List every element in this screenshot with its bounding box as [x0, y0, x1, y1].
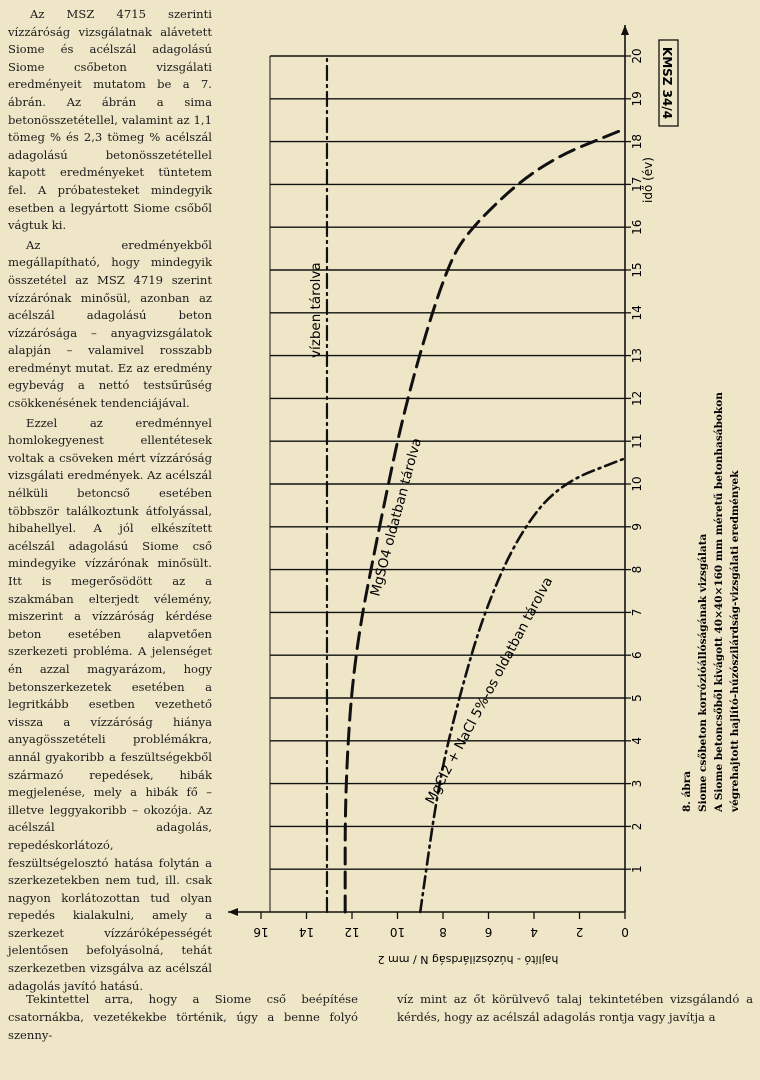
y-tick-label: 10 [630, 476, 644, 492]
y-tick-label: 6 [630, 651, 644, 660]
curve-label-mgcl2: MgCl2 + NaCl 5%-os oldatban tárolva [422, 574, 557, 807]
x-axis-arrow [228, 908, 238, 916]
paragraph: víz mint az őt körülvevő talaj tekintetében vizsgálandó a kérdés, hogy az acélszál adagolás rontja vagy javítja a [397, 992, 753, 1024]
y-tick-label: 2 [630, 822, 644, 831]
y-tick-label: 19 [630, 91, 644, 107]
y-tick-label: 4 [630, 736, 644, 745]
caption-line: Siome csőbeton korrózióállóságának vizsgálata [697, 533, 709, 812]
y-tick-label: 8 [630, 565, 644, 574]
badge-text: KMSZ 34/4 [660, 46, 674, 120]
y-tick-label: 14 [630, 305, 644, 321]
caption-line: A Siome betoncsőből kivágott 40×40×160 mm méretű betonhasábokon [713, 392, 725, 812]
y-tick-label: 12 [630, 390, 644, 407]
x-tick-label: 8 [439, 925, 447, 939]
x-tick-label: 0 [621, 925, 629, 939]
figure-badge [659, 40, 678, 126]
paragraph: Az MSZ 4715 szerinti vízzáróság vizsgálatnak alávetett Siome és acélszál adagolású Siome csőbeton vizsgálati eredményeit mutatom be a 7. ábrán. Az ábrán a sima betonösszetétellel, valamint az 1,1 tömeg % és 2,3 tömeg % acélszál adagolású betonösszetétellel kapott eredményeket tüntetem fel. A próbatesteket mindegyik esetben a legyártott Siome csőből vágtuk ki. [8, 7, 212, 233]
y-tick-label: 16 [630, 219, 644, 235]
y-tick-label: 15 [630, 262, 644, 278]
y-axis-arrow [621, 25, 629, 35]
x-tick-label: 10 [389, 925, 406, 939]
y-tick-label: 5 [630, 694, 644, 702]
x-axis-label: hajlító - húzószilárdság N / mm 2 [377, 953, 559, 966]
paragraph: Az eredményekből megállapítható, hogy mindegyik összetétel az MSZ 4719 szerint vízzárónak minősül, azonban az acélszál adagolású beton vízzárósága – anyagvizsgálatok alapján – valamivel rosszabb eredményt mutat. Ez az eredmény egybevág a nettó testsűrűség csökkenésének tendenciájával. [8, 237, 212, 411]
x-tick-label: 16 [253, 925, 269, 939]
figure-caption [681, 392, 741, 813]
y-tick-label: 3 [630, 779, 644, 788]
x-tick-label: 14 [298, 925, 315, 939]
y-tick-label: 7 [630, 608, 644, 617]
caption-number: 8. ábra [681, 770, 693, 812]
x-tick-label: 6 [484, 925, 493, 939]
y-tick-label: 9 [630, 522, 644, 531]
y-tick-label: 18 [630, 133, 644, 150]
y-tick-label: 13 [630, 347, 644, 364]
paragraph: Ezzel az eredménnyel homlokegyenest ellentétesek voltak a csöveken mért vízzáróság vizsgálati eredmények. Az acélszál nélküli betoncső esetében többször találkoztunk átfolyással, hibahellyel. A jól elkészített acélszál adagolású Siome cső mindegyike vízzárónak minősült. Itt is megerősödött az a szakmában elterjedt vélemény, miszerint a vízzáróság kérdése beton esetében alapvetően szerkezeti probléma. A jelenséget én azzal magyarázom, hogy betonszerkezetek esetében a legritkább esetben vezethető vissza a vízzáróság hiánya anyagösszetételi problémákra, annál gyakoribb a feszültségekből származó repedések, hibák megjelenése, mely a hibák fő – illetve leggyakoribb – okozója. Az acélszál adagolás, repedéskorlátozó, feszültségelosztó hatása folytán a szerkezetekben nem tud, ill. csak nagyon korlátozottan tud olyan repedés kialakulni, amely a szerkezet vízzáróképességét jelentősen befolyásolná, tehát szerkezetben vizsgálva az acélszál adagolás javító hatású. [8, 415, 212, 993]
y-tick-label: 20 [630, 48, 644, 64]
y-axis-label: idő (év) [641, 157, 655, 203]
caption-line: végrehajtott hajlító-húzószilárdság-vizsgálati eredmények [729, 470, 741, 812]
curve-label-water: vízben tárolva [308, 262, 324, 358]
paragraph: Tekintettel arra, hogy a Siome cső beépítése csatornákba, vezetékekbe történik, úgy a benne folyó szenny- [8, 992, 358, 1042]
y-tick-label: 11 [630, 433, 644, 449]
x-tick-label: 2 [575, 925, 584, 939]
x-tick-label: 4 [530, 925, 538, 939]
curve-label-mgso4: MgSO4 oldatban tárolva [367, 436, 426, 599]
x-tick-label: 12 [344, 925, 360, 939]
y-tick-label: 17 [630, 176, 644, 193]
y-tick-label: 1 [630, 865, 644, 874]
